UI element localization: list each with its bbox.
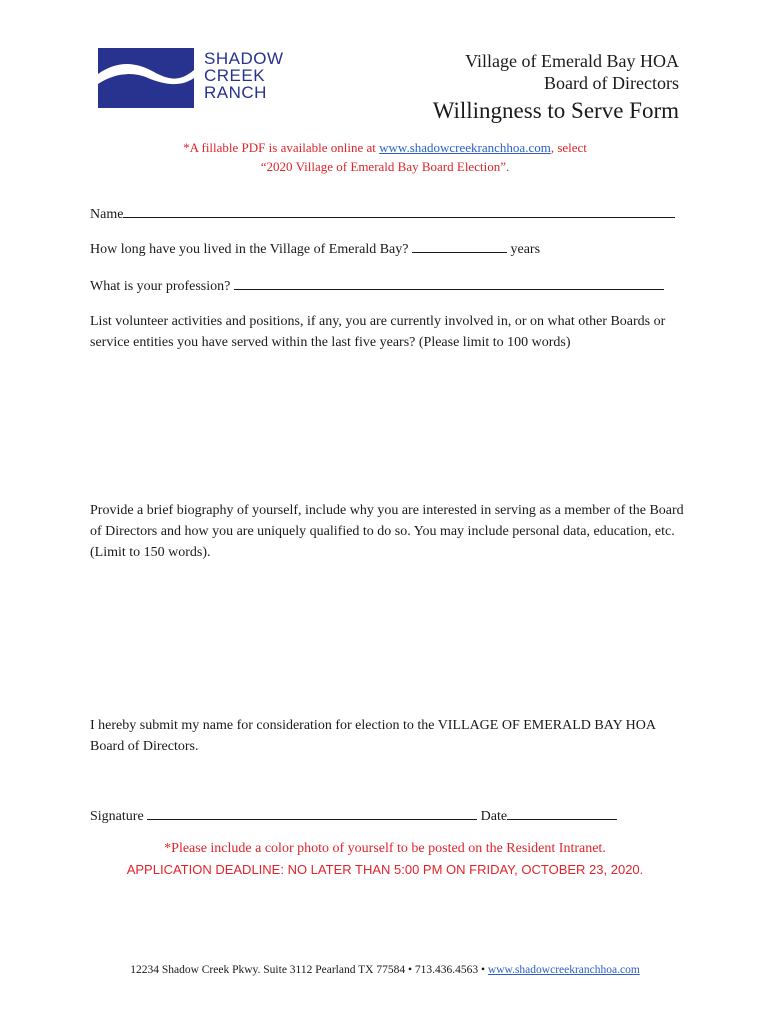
hoa-name: Village of Emerald Bay HOA [465, 51, 679, 71]
notice-prefix: *A fillable PDF is available online at [183, 140, 380, 155]
footer-address: 12234 Shadow Creek Pkwy. Suite 3112 Pearland TX 77584 • 713.436.4563 • [130, 964, 488, 976]
signature-label: Signature [90, 809, 144, 824]
signature-date-row [90, 807, 617, 826]
logo-line-2: CREEK [204, 66, 266, 85]
submission-statement: I hereby submit my name for consideration for election to the VILLAGE OF EMERALD BAY HOA Board of Directors. [90, 718, 656, 754]
date-label: Date [480, 809, 508, 824]
application-deadline: APPLICATION DEADLINE: NO LATER THAN 5:00 PM ON FRIDAY, OCTOBER 23, 2020. [126, 862, 644, 877]
shadow-creek-ranch-logo [98, 48, 308, 108]
form-header [433, 50, 679, 125]
logo-wave-icon [98, 48, 194, 108]
volunteer-question: List volunteer activities and positions, if any, you are currently involved in, or on what other Boards or service entities you have served within the last five years? (Please limit to 100 words) [90, 314, 666, 350]
logo-wordmark [204, 50, 284, 101]
biography-question: Provide a brief biography of yourself, include why you are interested in serving as a member of the Board of Directors and how you are uniquely qualified to do so. You may include personal data, education, etc. (Limit to 150 words). [90, 503, 684, 560]
logo-line-3: RANCH [204, 83, 267, 102]
volunteer-answer-area[interactable] [90, 360, 680, 490]
board-name: Board of Directors [544, 73, 679, 93]
logo-line-1: SHADOW [204, 49, 284, 68]
years-unit-label: years [510, 242, 541, 257]
date-input-line[interactable] [507, 807, 617, 820]
website-link[interactable]: www.shadowcreekranchhoa.com [379, 140, 551, 155]
years-input-line[interactable] [412, 240, 507, 253]
notice-suffix: , select [550, 140, 587, 155]
profession-question: What is your profession? [90, 279, 231, 294]
residence-duration-row [90, 240, 540, 259]
photo-note: *Please include a color photo of yourself to be posted on the Resident Intranet. [164, 841, 606, 856]
contact-footer [90, 962, 680, 978]
fillable-pdf-notice [90, 138, 680, 176]
name-label: Name [90, 207, 124, 222]
name-field-row [90, 205, 675, 224]
page-title: Willingness to Serve Form [432, 98, 679, 123]
signature-input-line[interactable] [147, 807, 477, 820]
footer-website-link[interactable]: www.shadowcreekranchhoa.com [487, 964, 640, 976]
residence-question: How long have you lived in the Village of Emerald Bay? [90, 242, 409, 257]
profession-row [90, 277, 664, 296]
name-input-line[interactable] [123, 205, 675, 218]
biography-answer-area[interactable] [90, 570, 680, 705]
notice-election-name: “2020 Village of Emerald Bay Board Election”. [260, 159, 510, 174]
profession-input-line[interactable] [234, 277, 664, 290]
